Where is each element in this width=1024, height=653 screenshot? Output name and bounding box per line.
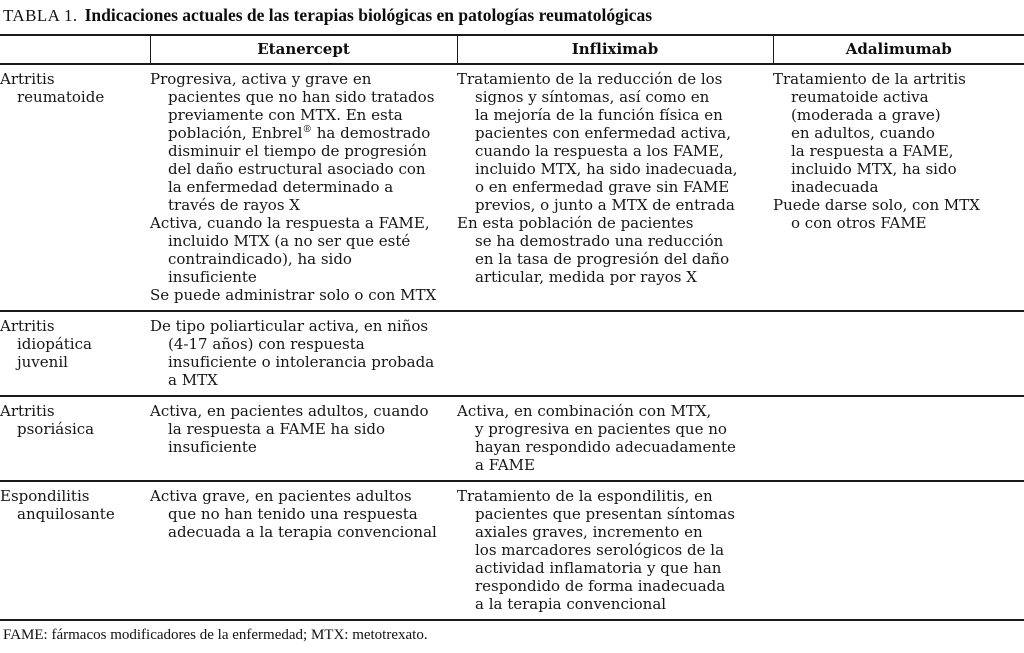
condition-cell [0, 64, 150, 311]
column-header-blank [0, 35, 150, 64]
text-line: población, Enbrel® ha demostrado [168, 124, 431, 142]
indication-cell-infliximab [457, 481, 773, 620]
indication-paragraph [457, 70, 768, 214]
indication-paragraph [773, 70, 1019, 196]
table-title: Indicaciones actuales de las terapias biológicas en patologías reumatológicas [84, 5, 653, 25]
indication-cell-adalimumab [773, 396, 1024, 481]
text-line: Activa, en combinación con MTX, [457, 402, 712, 420]
condition-cell [0, 481, 150, 620]
text-line: respondido de forma inadecuada [475, 577, 726, 595]
registered-trademark-symbol: ® [302, 124, 312, 135]
text-line: reumatoide [17, 88, 105, 106]
indication-cell-infliximab [457, 64, 773, 311]
text-line: contraindicado), ha sido [168, 250, 352, 268]
text-line: Tratamiento de la reducción de los [457, 70, 723, 88]
text-line: (moderada a grave) [791, 106, 941, 124]
text-line: incluido MTX, ha sido inadecuada, [475, 160, 738, 178]
text-line: y progresiva en pacientes que no [475, 420, 727, 438]
text-line: hayan respondido adecuadamente [475, 438, 736, 456]
condition-cell [0, 396, 150, 481]
text-line: través de rayos X [168, 196, 300, 214]
text-line: Artritis [0, 402, 55, 420]
text-line: Artritis [0, 70, 55, 88]
table-header-row [0, 35, 1024, 64]
text-line: los marcadores serológicos de la [475, 541, 725, 559]
table-row-artritis-reumatoide [0, 64, 1024, 311]
text-line: insuficiente [168, 438, 257, 456]
text-line: o en enfermedad grave sin FAME [475, 178, 730, 196]
text-line: incluido MTX, ha sido [791, 160, 957, 178]
indication-cell-adalimumab [773, 64, 1024, 311]
indication-paragraph [150, 70, 452, 214]
text-line: en la tasa de progresión del daño [475, 250, 730, 268]
text-line: disminuir el tiempo de progresión [168, 142, 427, 160]
indication-cell-adalimumab [773, 311, 1024, 396]
text-line: psoriásica [17, 420, 95, 438]
text-line: cuando la respuesta a los FAME, [475, 142, 724, 160]
text-line: pacientes que no han sido tratados [168, 88, 435, 106]
indication-paragraph [457, 402, 768, 474]
text-line: (4-17 años) con respuesta [168, 335, 365, 353]
condition-cell [0, 311, 150, 396]
text-line: articular, medida por rayos X [475, 268, 697, 286]
indication-cell-etanercept [150, 481, 457, 620]
indication-paragraph [150, 487, 452, 541]
text-line: actividad inflamatoria y que han [475, 559, 722, 577]
text-line: la enfermedad determinado a [168, 178, 394, 196]
indication-cell-adalimumab [773, 481, 1024, 620]
text-line: juvenil [17, 353, 68, 371]
column-header-etanercept: Etanercept [150, 35, 457, 64]
text-line: la respuesta a FAME ha sido [168, 420, 386, 438]
indications-table [0, 34, 1024, 621]
text-line: reumatoide activa [791, 88, 929, 106]
table-caption [0, 5, 1024, 32]
indication-cell-infliximab [457, 396, 773, 481]
text-line: del daño estructural asociado con [168, 160, 426, 178]
indication-paragraph [457, 214, 768, 286]
text-line: insuficiente [168, 268, 257, 286]
text-line: En esta población de pacientes [457, 214, 694, 232]
text-line: Activa, cuando la respuesta a FAME, [150, 214, 430, 232]
indication-paragraph [457, 487, 768, 613]
text-line: Tratamiento de la espondilitis, en [457, 487, 713, 505]
text-line: adecuada a la terapia convencional [168, 523, 437, 541]
indication-paragraph [150, 402, 452, 456]
text-line: signos y síntomas, así como en [475, 88, 710, 106]
text-line: insuficiente o intolerancia probada [168, 353, 435, 371]
text-line: se ha demostrado una reducción [475, 232, 724, 250]
indication-paragraph [150, 214, 452, 286]
text-line: la mejoría de la función física en [475, 106, 723, 124]
text-line: a MTX [168, 371, 218, 389]
table-row-espondilitis-anquilosante [0, 481, 1024, 620]
text-line: Artritis [0, 317, 55, 335]
indication-cell-etanercept [150, 396, 457, 481]
indication-cell-etanercept [150, 64, 457, 311]
text-line: Espondilitis [0, 487, 90, 505]
text-line: pacientes con enfermedad activa, [475, 124, 732, 142]
indication-cell-etanercept [150, 311, 457, 396]
text-line: Se puede administrar solo o con MTX [150, 286, 437, 304]
text-line: que no han tenido una respuesta [168, 505, 418, 523]
table-row-artritis-idiop-tica-juvenil [0, 311, 1024, 396]
table-number-label: TABLA 1. [3, 6, 78, 25]
column-header-infliximab: Infliximab [457, 35, 773, 64]
text-line: Activa grave, en pacientes adultos [150, 487, 412, 505]
indication-paragraph [773, 196, 1019, 232]
text-line: Puede darse solo, con MTX [773, 196, 980, 214]
indication-paragraph [150, 286, 452, 304]
text-line: en adultos, cuando [791, 124, 935, 142]
text-line: a la terapia convencional [475, 595, 667, 613]
indication-cell-infliximab [457, 311, 773, 396]
text-line: previamente con MTX. En esta [168, 106, 403, 124]
text-line: Tratamiento de la artritis [773, 70, 966, 88]
text-line: previos, o junto a MTX de entrada [475, 196, 735, 214]
column-header-adalimumab: Adalimumab [773, 35, 1024, 64]
text-line: Activa, en pacientes adultos, cuando [150, 402, 429, 420]
text-line: pacientes que presentan síntomas [475, 505, 735, 523]
table-footnote: FAME: fármacos modificadores de la enfermedad; MTX: metotrexato. [3, 627, 428, 643]
text-line: idiopática [17, 335, 92, 353]
text-line: inadecuada [791, 178, 879, 196]
text-line: Progresiva, activa y grave en [150, 70, 372, 88]
text-line: a FAME [475, 456, 535, 474]
text-line: De tipo poliarticular activa, en niños [150, 317, 429, 335]
text-line: axiales graves, incremento en [475, 523, 703, 541]
text-line: la respuesta a FAME, [791, 142, 954, 160]
text-line: o con otros FAME [791, 214, 927, 232]
table-row-artritis-psori-sica [0, 396, 1024, 481]
text-line: incluido MTX (a no ser que esté [168, 232, 411, 250]
indication-paragraph [150, 317, 452, 389]
text-line: anquilosante [17, 505, 115, 523]
